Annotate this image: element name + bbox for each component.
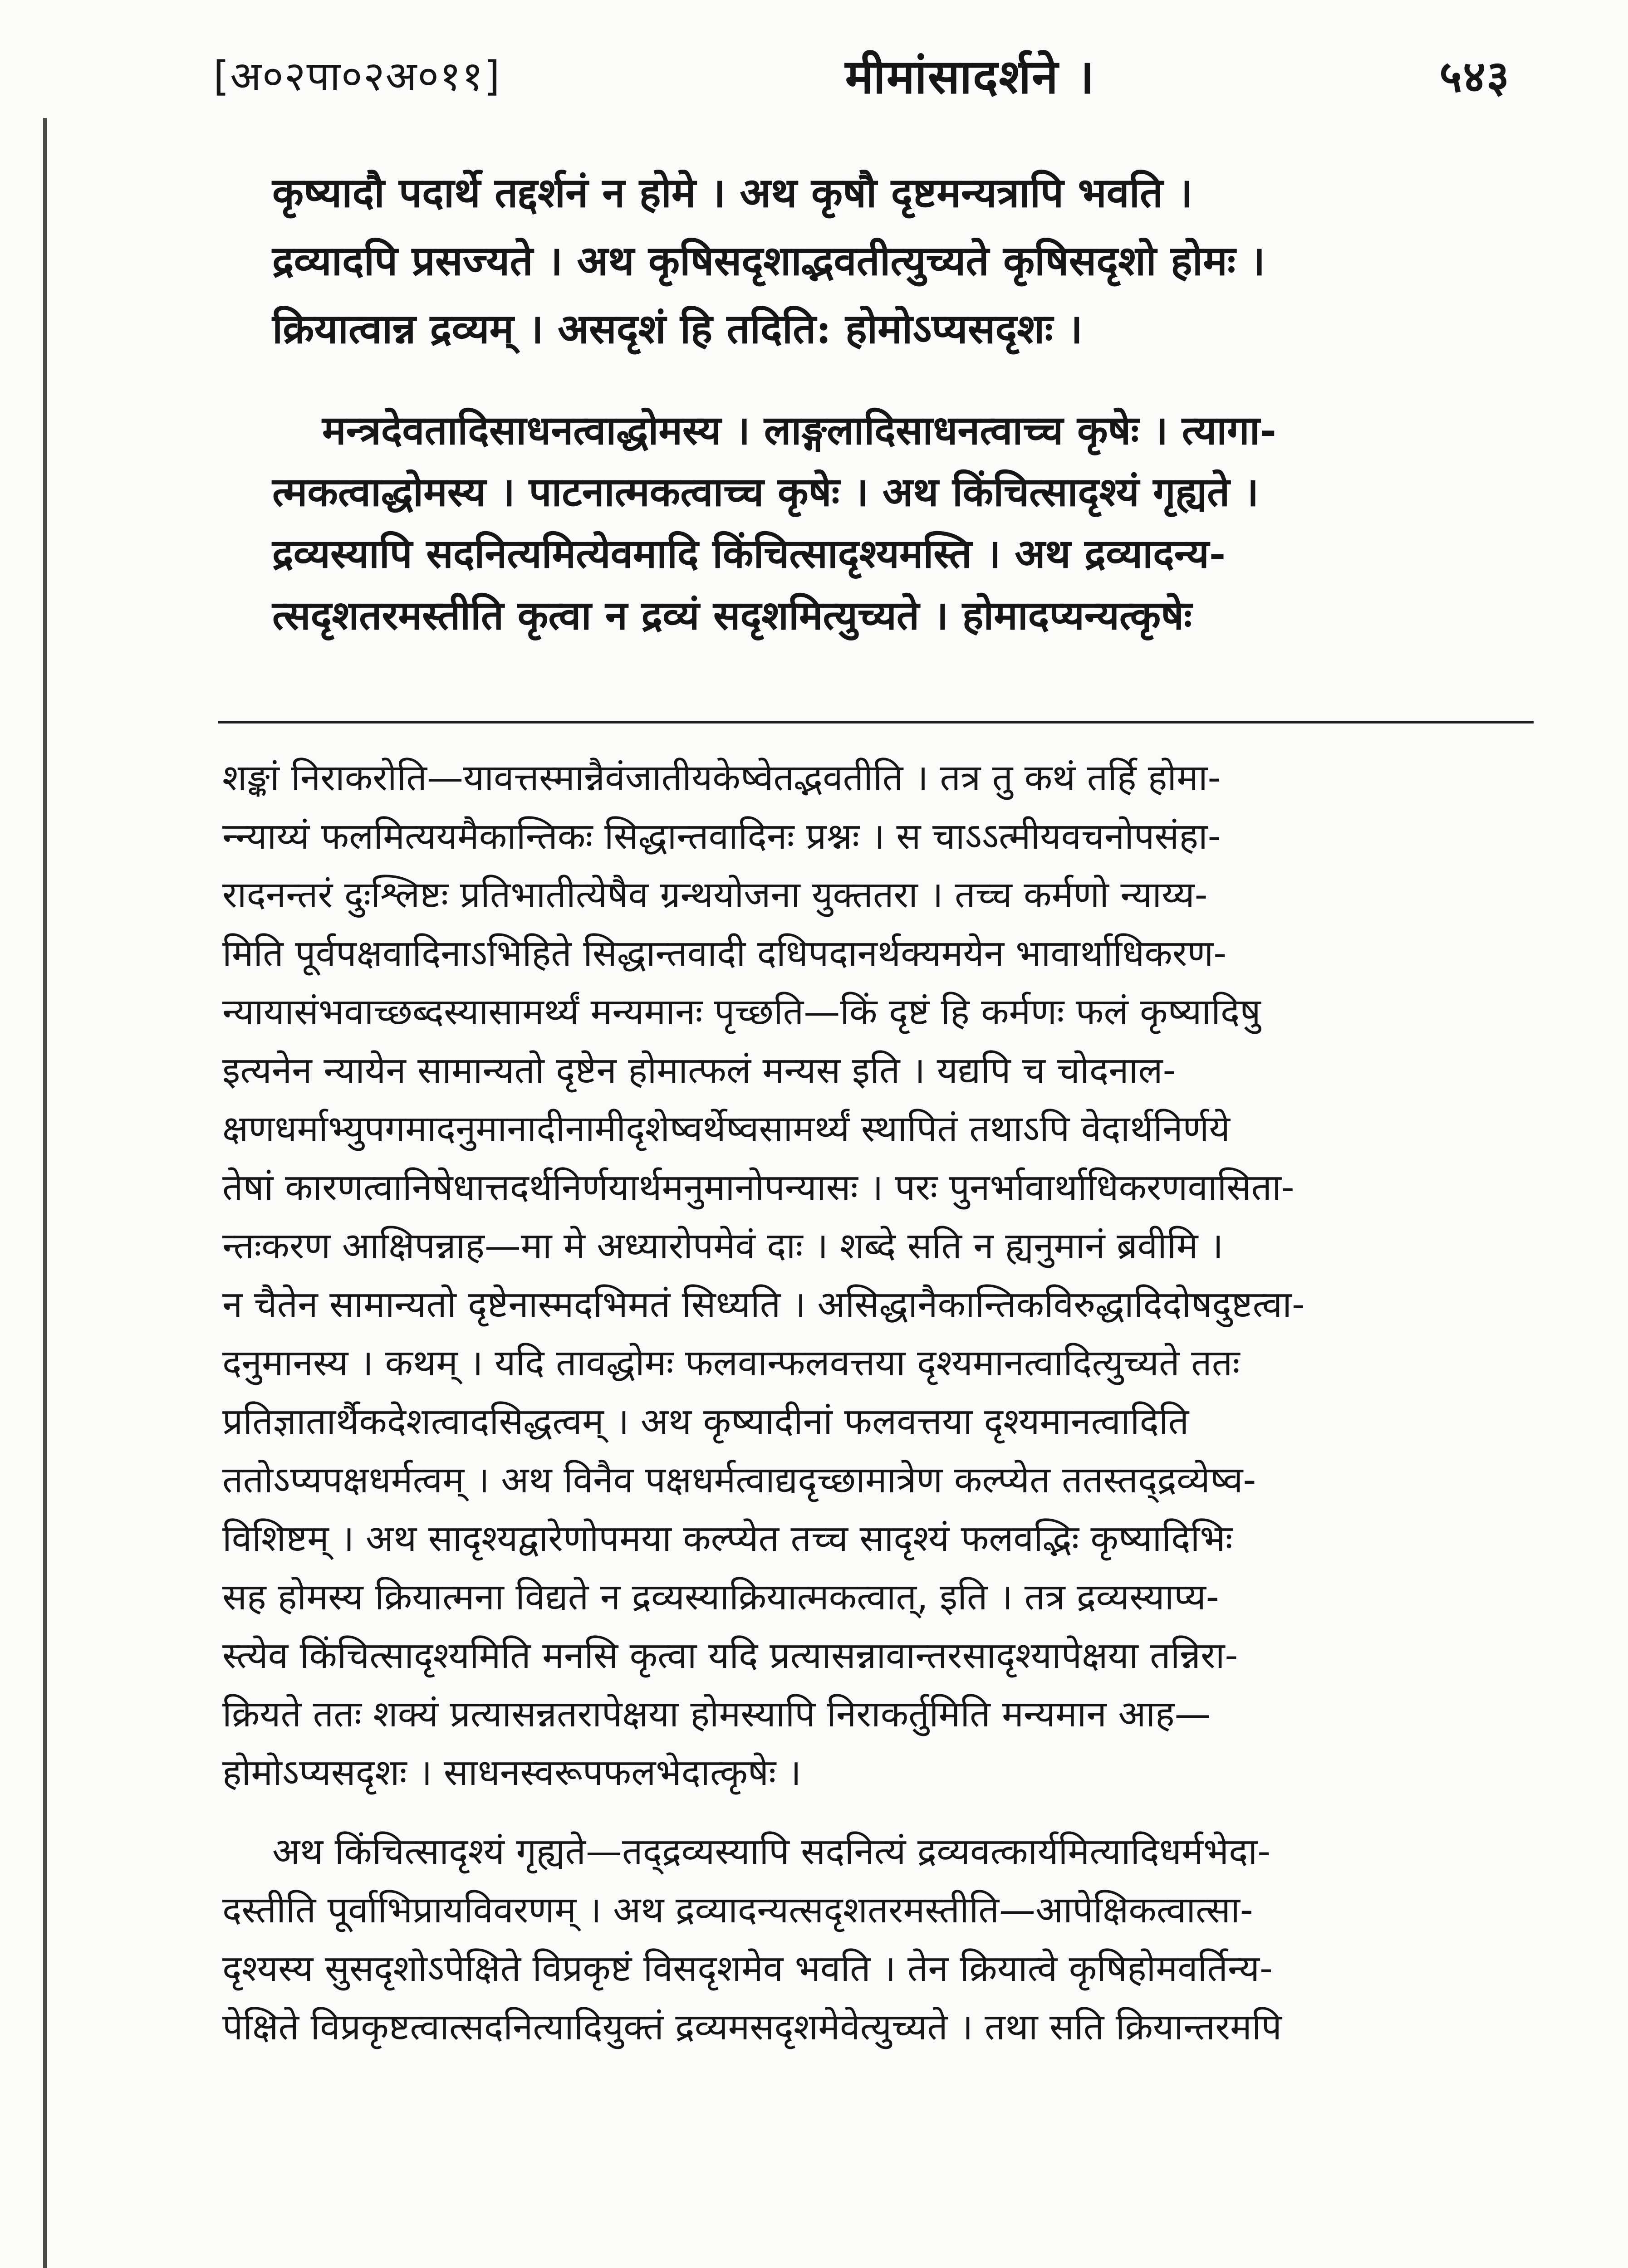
page-header xyxy=(213,41,1510,109)
sutra-line: कृष्यादौ पदार्थे तद्दर्शनं न होमे । अथ कृषौ दृष्टमन्यत्रापि भवति । xyxy=(272,169,1193,217)
commentary-line: रादनन्तरं दुःश्लिष्टः प्रतिभातीत्येषैव ग्रन्थयोजना युक्ततरा । तच्च कर्मणो न्याय्य- xyxy=(222,874,1208,916)
commentary-line: मिति पूर्वपक्षवादिनाऽभिहिते सिद्धान्तवादी दधिपदानर्थक्यमयेन भावार्थाधिकरण- xyxy=(222,932,1227,974)
commentary-line: होमोऽप्यसदृशः । साधनस्वरूपफलभेदात्कृषेः । xyxy=(222,1751,802,1794)
commentary-line: शङ्कां निराकरोति—यावत्तस्मान्नैवंजातीयकेष्वेतद्भवतीति । तत्र तु कथं तर्हि होमा- xyxy=(222,757,1221,799)
commentary-line: न चैतेन सामान्यतो दृष्टेनास्मदभिमतं सिध्यति । असिद्धानैकान्तिकविरुद्धादिदोषदुष्टत्वा- xyxy=(222,1283,1305,1325)
bhashya-line: द्रव्यस्यापि सदनित्यमित्येवमादि किंचित्सादृश्यमस्ति । अथ द्रव्यादन्य- xyxy=(272,530,1226,577)
commentary-line: न्तःकरण आक्षिपन्नाह—मा मे अध्यारोपमेवं दाः । शब्दे सति न ह्यनुमानं ब्रवीमि । xyxy=(222,1225,1224,1267)
page-number: ५४३ xyxy=(1439,51,1510,102)
commentary-block xyxy=(222,748,1520,2056)
commentary-line: प्रतिज्ञातार्थैकदेशत्वादसिद्धत्वम् । अथ कृष्यादीनां फलवत्तया दृश्यमानत्वादिति xyxy=(222,1400,1189,1442)
bhashya-line: मन्त्रदेवतादिसाधनत्वाद्धोमस्य । लाङ्गलादिसाधनत्वाच्च कृषेः । त्यागा- xyxy=(322,406,1277,454)
sutra-line: क्रियात्वान्न द्रव्यम् । असदृशं हि तदिति: होमोऽप्यसदृशः । xyxy=(272,305,1083,353)
commentary-line: दस्तीति पूर्वाभिप्रायविवरणम् । अथ द्रव्यादन्यत्सदृशतरमस्तीति—आपेक्षिकत्वात्सा- xyxy=(222,1889,1253,1931)
commentary-line: सह होमस्य क्रियात्मना विद्यते न द्रव्यस्याक्रियात्मकत्वात्, इति । तत्र द्रव्यस्याप्य- xyxy=(222,1576,1219,1618)
commentary-line: न्यायासंभवाच्छब्दस्यासामर्थ्यं मन्यमानः पृच्छति—किं दृष्टं हि कर्मणः फलं कृष्यादिषु xyxy=(222,991,1261,1033)
section-divider xyxy=(218,721,1534,723)
commentary-line: पेक्षिते विप्रकृष्टत्वात्सदनित्यादियुक्तं द्रव्यमसदृशमेवेत्युच्यते । तथा सति क्रियान्तरमपि xyxy=(222,2006,1282,2048)
sutra-block xyxy=(272,159,1506,363)
section-reference: [अ०२पा०२अ०११] xyxy=(213,53,501,100)
sutra-line: द्रव्यादपि प्रसज्यते । अथ कृषिसदृशाद्भवतीत्युच्यते कृषिसदृशो होमः । xyxy=(272,237,1265,285)
commentary-line: स्त्येव किंचित्सादृश्यमिति मनसि कृत्वा यदि प्रत्यासन्नावान्तरसादृश्यापेक्षया तन्निरा- xyxy=(222,1634,1238,1677)
commentary-line: क्रियते ततः शक्यं प्रत्यासन्नतरापेक्षया होमस्यापि निराकर्तुमिति मन्यमान आह— xyxy=(222,1693,1211,1735)
commentary-line: इत्यनेन न्यायेन सामान्यतो दृष्टेन होमात्फलं मन्यस इति । यद्यपि च चोदनाल- xyxy=(222,1049,1176,1091)
commentary-line: क्षणधर्माभ्युपगमादनुमानादीनामीदृशेष्वर्थेष्वसामर्थ्यं स्थापितं तथाऽपि वेदार्थनिर्णये xyxy=(222,1108,1230,1150)
commentary-line: दृश्यस्य सुसदृशोऽपेक्षिते विप्रकृष्टं विसदृशमेव भवति । तेन क्रियात्वे कृषिहोमवर्तिन्य- xyxy=(222,1947,1273,1989)
binding-edge xyxy=(43,118,47,2268)
bhashya-line: त्सदृशतरमस्तीति कृत्वा न द्रव्यं सदृशमित्युच्यते । होमादप्यन्यत्कृषेः xyxy=(272,591,1192,639)
commentary-line: ततोऽप्यपक्षधर्मत्वम् । अथ विनैव पक्षधर्मत्वाद्यदृच्छामात्रेण कल्प्येत ततस्तद्द्रव्येष्व- xyxy=(222,1459,1256,1501)
commentary-line: विशिष्टम् । अथ सादृश्यद्वारेणोपमया कल्प्येत तच्च सादृश्यं फलवद्भिः कृष्यादिभिः xyxy=(222,1517,1233,1559)
commentary-line: अथ किंचित्सादृश्यं गृह्यते—तद्द्रव्यस्यापि सदनित्यं द्रव्यवत्कार्यमित्यादिधर्मभेदा- xyxy=(272,1830,1271,1872)
commentary-line: दनुमानस्य । कथम् । यदि तावद्धोमः फलवान्फलवत्तया दृश्यमानत्वादित्युच्यते ततः xyxy=(222,1342,1240,1384)
commentary-line: न्न्याय्यं फलमित्ययमैकान्तिकः सिद्धान्तवादिनः प्रश्नः । स चाऽऽत्मीयवचनोपसंहा- xyxy=(222,815,1221,857)
running-title: मीमांसादर्शने । xyxy=(845,49,1095,104)
bhashya-line: त्मकत्वाद्धोमस्य । पाटनात्मकत्वाच्च कृषेः । अथ किंचित्सादृश्यं गृह्यते । xyxy=(272,468,1259,515)
commentary-line: तेषां कारणत्वानिषेधात्तदर्थनिर्णयार्थमनुमानोपन्यासः । परः पुनर्भावार्थाधिकरणवासिता- xyxy=(222,1166,1295,1208)
bhashya-block xyxy=(272,399,1506,646)
